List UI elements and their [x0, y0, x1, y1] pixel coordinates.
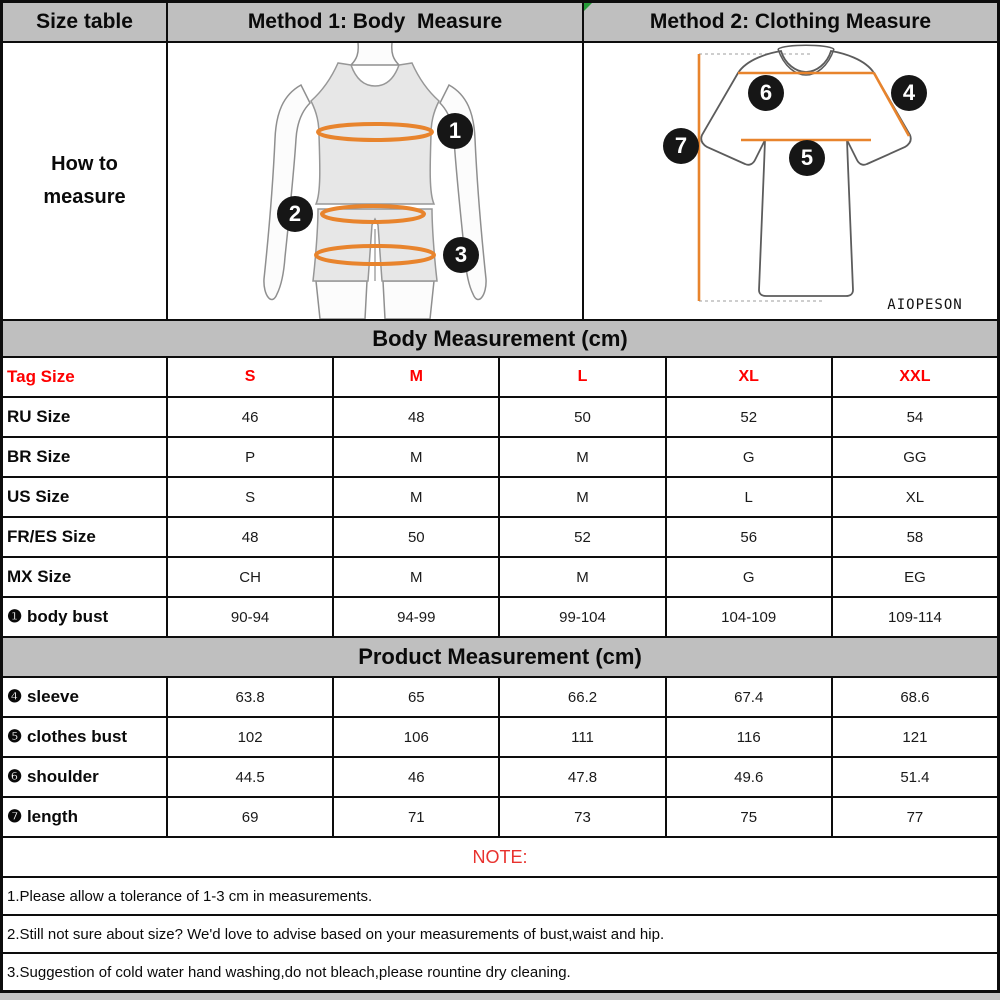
- marker-5: [789, 140, 825, 176]
- cell: 109-114: [833, 598, 997, 638]
- row-label-cell: [3, 718, 168, 758]
- note-title: NOTE:: [472, 846, 528, 867]
- row-label-cell: [3, 678, 168, 718]
- cell: CH: [168, 558, 334, 598]
- row-label-cell: [3, 438, 168, 478]
- col-label-xxl: XXL: [899, 368, 931, 385]
- col-label-l: L: [577, 368, 588, 385]
- marker-2: [277, 196, 313, 232]
- size-table-header-cell: [3, 3, 168, 43]
- product-measurement-title: Product Measurement (cm): [358, 644, 642, 669]
- row-label: BR Size: [7, 447, 71, 466]
- col-label-s: S: [244, 368, 256, 385]
- col-label-m: M: [409, 368, 423, 385]
- cell: 63.8: [168, 678, 334, 718]
- tag-size-label-cell: [3, 358, 168, 398]
- row-label: ❹ sleeve: [7, 687, 79, 706]
- product-measurement-title-cell: [3, 638, 997, 678]
- cell: 52: [667, 398, 833, 438]
- marker-6: [748, 75, 784, 111]
- table-row-mx-size: [3, 558, 997, 598]
- cell: 50: [334, 518, 500, 558]
- row-label: ❶ body bust: [7, 607, 109, 626]
- cell: M: [334, 438, 500, 478]
- how-to-measure-label: How to measure: [43, 153, 126, 208]
- method1-label: Method 1: Body Measure: [247, 10, 503, 33]
- body-figure-illustration: [168, 43, 582, 319]
- row-label: ❻ shoulder: [7, 767, 99, 786]
- table-row-shoulder: [3, 758, 997, 798]
- cell: 50: [500, 398, 666, 438]
- note-3: 3.Suggestion of cold water hand washing,do not bleach,please rountine dry cleaning.: [7, 963, 571, 981]
- note-2-cell: [3, 916, 997, 954]
- cell: EG: [833, 558, 997, 598]
- cell: 102: [168, 718, 334, 758]
- row-label-cell: [3, 478, 168, 518]
- right-leg: [383, 281, 434, 319]
- marker-4: [891, 75, 927, 111]
- method1-header-cell: [168, 3, 584, 43]
- cell: 67.4: [667, 678, 833, 718]
- cell: 90-94: [168, 598, 334, 638]
- cell: 46: [168, 398, 334, 438]
- cell: M: [500, 558, 666, 598]
- cell: 46: [334, 758, 500, 798]
- cell: 49.6: [667, 758, 833, 798]
- cell: M: [334, 558, 500, 598]
- cell: 71: [334, 798, 500, 838]
- cell: 47.8: [500, 758, 666, 798]
- cell: XL: [833, 478, 997, 518]
- row-label: RU Size: [7, 407, 71, 426]
- marker-7: [663, 128, 699, 164]
- col-label-xl: XL: [738, 368, 759, 385]
- row-label: MX Size: [7, 567, 72, 586]
- note-1: 1.Please allow a tolerance of 1-3 cm in measurements.: [7, 887, 373, 905]
- cell: 104-109: [667, 598, 833, 638]
- row-label: FR/ES Size: [7, 527, 96, 546]
- row-label: US Size: [7, 487, 70, 506]
- tag-size-label: Tag Size: [7, 367, 75, 386]
- table-row-clothes-bust: [3, 718, 997, 758]
- table-row-us-size: [3, 478, 997, 518]
- green-corner-marker: [584, 3, 592, 11]
- svg-text:3: 3: [454, 242, 468, 267]
- row-label-cell: [3, 558, 168, 598]
- cell: 75: [667, 798, 833, 838]
- row-label-cell: [3, 758, 168, 798]
- size-col-l: [500, 358, 666, 398]
- size-col-m: [334, 358, 500, 398]
- neck: [351, 43, 399, 65]
- row-label: ❺ clothes bust: [7, 727, 128, 746]
- size-col-s: [168, 358, 334, 398]
- cell: 73: [500, 798, 666, 838]
- cell: G: [667, 438, 833, 478]
- note-1-cell: [3, 878, 997, 916]
- illustration-row: [3, 43, 997, 321]
- cell: 58: [833, 518, 997, 558]
- brand-label: AIOPESON: [887, 297, 963, 313]
- how-to-measure-cell: [3, 43, 168, 321]
- top-header-row: [3, 3, 997, 43]
- svg-text:5: 5: [800, 145, 814, 170]
- cell: 54: [833, 398, 997, 438]
- note-title-cell: [3, 838, 997, 878]
- cell: M: [334, 478, 500, 518]
- cell: 48: [168, 518, 334, 558]
- left-arm: [264, 85, 310, 300]
- row-label-cell: [3, 518, 168, 558]
- note-3-cell: [3, 954, 997, 990]
- product-measurement-title-row: [3, 638, 997, 678]
- cell: 99-104: [500, 598, 666, 638]
- note-row-1: [3, 878, 997, 916]
- table-row-sleeve: [3, 678, 997, 718]
- svg-text:1: 1: [448, 118, 462, 143]
- cell: 77: [833, 798, 997, 838]
- cell: M: [500, 438, 666, 478]
- table-row-ru-size: [3, 398, 997, 438]
- cell: L: [667, 478, 833, 518]
- row-label-cell: [3, 398, 168, 438]
- svg-text:4: 4: [902, 80, 916, 105]
- note-2: 2.Still not sure about size? We'd love to advise based on your measurements of bust,waist and hip.: [7, 925, 665, 943]
- clothing-measure-illustration-cell: [584, 43, 997, 321]
- body-measurement-title-cell: [3, 321, 997, 358]
- row-label-cell: [3, 798, 168, 838]
- cell: 56: [667, 518, 833, 558]
- collar-rim: [778, 45, 834, 49]
- row-label-cell: [3, 598, 168, 638]
- table-row-br-size: [3, 438, 997, 478]
- note-row-3: [3, 954, 997, 990]
- tank-top: [311, 63, 439, 204]
- marker-1: [437, 113, 473, 149]
- tshirt-illustration: [585, 43, 996, 319]
- note-row-2: [3, 916, 997, 954]
- cell: G: [667, 558, 833, 598]
- size-col-xl: [667, 358, 833, 398]
- table-row-body-bust: [3, 598, 997, 638]
- cell: 68.6: [833, 678, 997, 718]
- marker-3: [443, 237, 479, 273]
- method2-header-cell: [584, 3, 997, 43]
- cell: 65: [334, 678, 500, 718]
- row-label: ❼ length: [7, 807, 78, 826]
- cell: 121: [833, 718, 997, 758]
- svg-text:2: 2: [288, 201, 302, 226]
- table-row-fres-size: [3, 518, 997, 558]
- cell: 44.5: [168, 758, 334, 798]
- svg-text:6: 6: [759, 80, 773, 105]
- cell: S: [168, 478, 334, 518]
- left-leg: [316, 281, 367, 319]
- cell: 111: [500, 718, 666, 758]
- tag-size-row: [3, 358, 997, 398]
- cell: M: [500, 478, 666, 518]
- cell: 94-99: [334, 598, 500, 638]
- note-title-row: [3, 838, 997, 878]
- cell: 66.2: [500, 678, 666, 718]
- size-col-xxl: [833, 358, 997, 398]
- body-measurement-title: Body Measurement (cm): [372, 325, 628, 351]
- size-table-label: Size table: [36, 10, 133, 33]
- cell: 51.4: [833, 758, 997, 798]
- cell: 106: [334, 718, 500, 758]
- cell: P: [168, 438, 334, 478]
- cell: 52: [500, 518, 666, 558]
- body-measurement-title-row: [3, 321, 997, 358]
- svg-text:7: 7: [674, 133, 688, 158]
- cell: GG: [833, 438, 997, 478]
- cell: 69: [168, 798, 334, 838]
- table-row-length: [3, 798, 997, 838]
- method2-label: Method 2: Clothing Measure: [649, 10, 932, 33]
- body-measure-illustration-cell: [168, 43, 584, 321]
- cell: 48: [334, 398, 500, 438]
- cell: 116: [667, 718, 833, 758]
